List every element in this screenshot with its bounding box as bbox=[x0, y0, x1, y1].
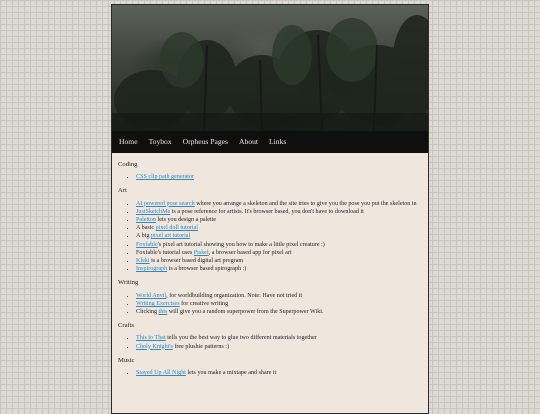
section-music bbox=[118, 357, 422, 377]
main-content bbox=[112, 153, 428, 413]
link-list bbox=[118, 334, 422, 350]
link[interactable]: Stayed Up All Night bbox=[136, 370, 186, 377]
link[interactable]: Writing Exercises bbox=[136, 300, 180, 307]
link[interactable]: pixel doll tutorial bbox=[155, 225, 198, 232]
item-text: lets you design a palette bbox=[155, 217, 217, 224]
link[interactable]: This to That bbox=[136, 335, 166, 342]
main-nav bbox=[112, 131, 428, 153]
list-item bbox=[136, 200, 422, 208]
item-text: 's pixel art tutorial showing you how to make a little pixel creature :) bbox=[157, 241, 325, 248]
list-item bbox=[136, 257, 422, 265]
link[interactable]: World Anvil bbox=[136, 292, 167, 299]
link[interactable]: Kleki bbox=[136, 258, 150, 265]
list-item bbox=[136, 224, 422, 232]
link[interactable]: Foxfable bbox=[136, 241, 158, 248]
link-list bbox=[118, 292, 422, 317]
list-item bbox=[136, 292, 422, 300]
link[interactable]: JustSketchMe bbox=[136, 208, 171, 215]
link[interactable]: CSS clip path generator bbox=[136, 174, 195, 181]
link[interactable]: Inspirograph bbox=[136, 266, 168, 273]
list-item bbox=[136, 343, 422, 351]
list-item bbox=[136, 308, 422, 316]
section-title: Art bbox=[118, 187, 127, 195]
link-list bbox=[118, 173, 422, 181]
section-title: Crafts bbox=[118, 322, 135, 330]
item-text: for creative writing bbox=[179, 300, 229, 307]
list-item bbox=[136, 265, 422, 273]
forest-scene-illustration bbox=[112, 5, 428, 131]
link[interactable]: AI powered pose search bbox=[136, 200, 195, 207]
nav-home[interactable]: Home bbox=[119, 137, 138, 146]
list-item bbox=[136, 173, 422, 181]
item-text: will give you a random superpower from the Superpower Wiki. bbox=[167, 309, 324, 316]
link[interactable]: Choly Knight's bbox=[136, 343, 173, 350]
nav-links[interactable]: Links bbox=[268, 137, 287, 146]
item-text: , a browser based app for pixel art bbox=[208, 249, 292, 256]
nav-about[interactable]: About bbox=[239, 137, 258, 146]
link[interactable]: Piskel bbox=[193, 249, 209, 256]
section-crafts bbox=[118, 322, 422, 351]
list-item bbox=[136, 334, 422, 342]
item-prefix: Clicking bbox=[136, 309, 159, 316]
list-item bbox=[136, 241, 422, 249]
list-item bbox=[136, 249, 422, 257]
link-list bbox=[118, 200, 422, 274]
section-title: Music bbox=[118, 356, 135, 364]
list-item bbox=[136, 216, 422, 224]
item-text: where you arrange a skeleton and the site tries to give you the pose you put the skeleton in bbox=[194, 200, 417, 207]
item-prefix: Foxfable's tutorial uses bbox=[136, 249, 194, 256]
item-text: free plushie patterns :) bbox=[172, 343, 230, 350]
item-text: is a browser based digital art program bbox=[149, 258, 244, 265]
list-item bbox=[136, 232, 422, 240]
link[interactable]: Paletton bbox=[136, 217, 156, 224]
header-banner-image bbox=[112, 5, 428, 131]
item-text: , for worldbuilding organization. Note: Have not tried it bbox=[166, 292, 303, 299]
section-writing bbox=[118, 279, 422, 316]
list-item bbox=[136, 369, 422, 377]
item-text: is a browser based spirograph :) bbox=[167, 266, 247, 273]
page-frame bbox=[111, 4, 429, 414]
section-art bbox=[118, 187, 422, 273]
item-text: is a pose reference for artists. It's browser based, you don't have to download it bbox=[170, 208, 364, 215]
list-item bbox=[136, 208, 422, 216]
section-coding bbox=[118, 161, 422, 181]
item-text: tells you the best way to glue two different materials together bbox=[165, 335, 317, 342]
list-item bbox=[136, 300, 422, 308]
nav-orpheus-pages[interactable]: Orpheus Pages bbox=[182, 137, 228, 146]
nav-toybox[interactable]: Toybox bbox=[148, 137, 172, 146]
item-prefix: A big bbox=[136, 233, 151, 240]
link-list bbox=[118, 369, 422, 377]
link[interactable]: this bbox=[158, 309, 168, 316]
item-text: lets you make a mixtape and share it bbox=[185, 370, 277, 377]
section-title: Writing bbox=[118, 279, 139, 287]
section-title: Coding bbox=[118, 161, 138, 168]
link[interactable]: pixel art tutorial bbox=[150, 233, 191, 240]
item-prefix: A basic bbox=[136, 225, 156, 232]
